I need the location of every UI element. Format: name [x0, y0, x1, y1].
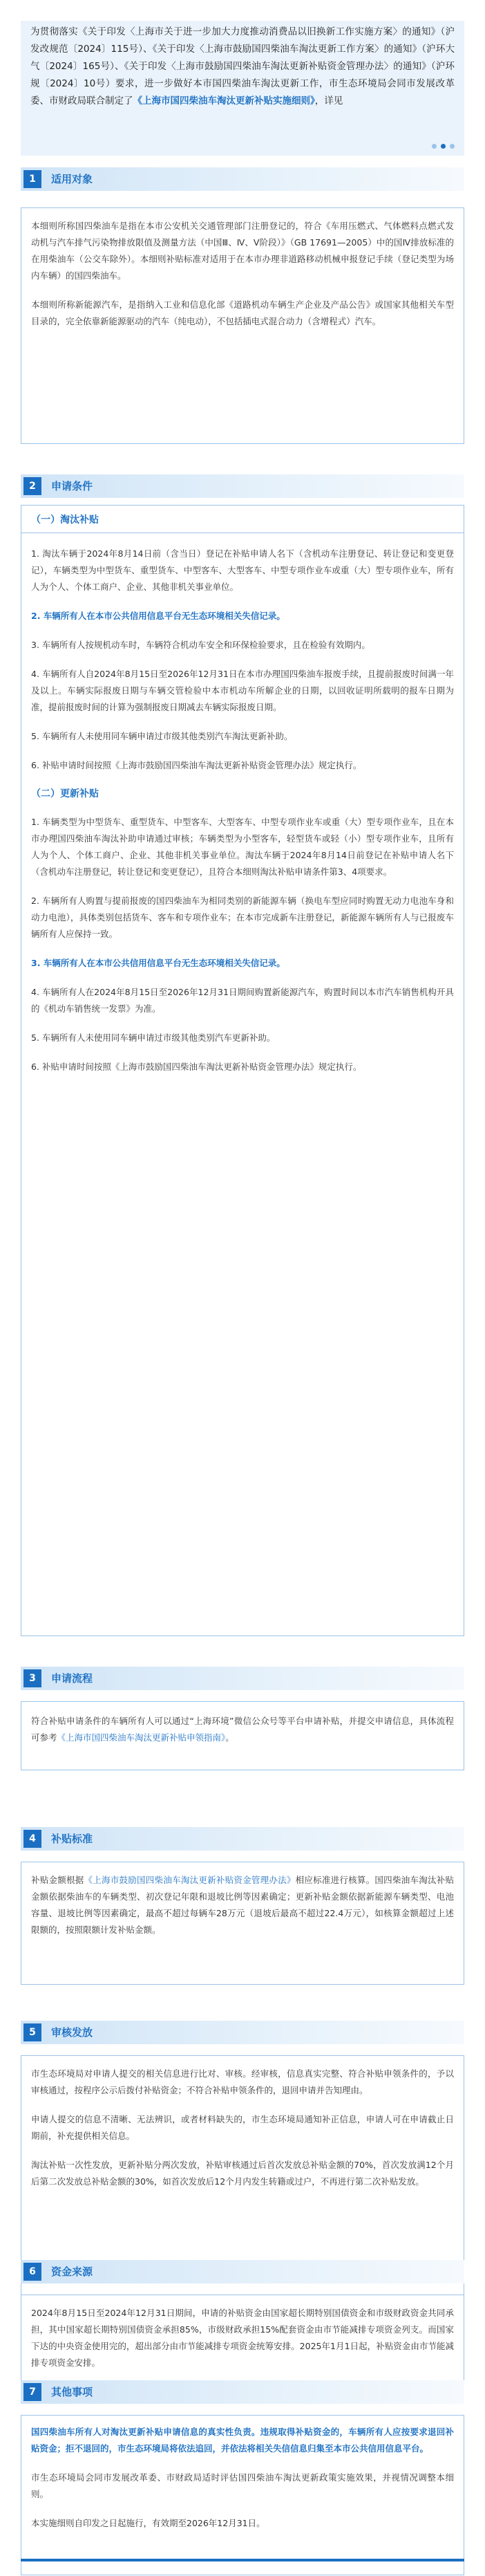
paragraph: 补贴金额根据《上海市鼓励国四柴油车淘汰更新补贴资金管理办法》相应标准进行核算。国四柴油车淘汰补贴金额依据柴油车的车辆类型、初次登记年限和退坡比例等因素确定；更新补贴金额依据新能源车辆类型、电池容量、退坡比例等因素确定，最高不超过每辆车28万元（退坡后最高不超过22.4万元），如核算金额超过上述限额的，按照限额计发补贴金额。 [31, 1875, 454, 1935]
intro-highlight[interactable]: 《上海市国四柴油车淘汰更新补贴实施细则》 [133, 95, 315, 106]
paragraph-emphasis: 3. 车辆所有人在本市公共信用信息平台无生态环境相关失信记录。 [31, 958, 285, 968]
section-application-conditions [21, 474, 464, 1072]
section-application-process [21, 1667, 464, 1743]
paragraph: 1. 车辆类型为中型货车、重型货车、中型客车、大型客车、中型专项作业车或重（大）型专项作业车，且在本市办理国四柴油车淘汰补助申请通过审核；车辆类型为小型客车，轻型货车或轻（小）型专项作业车，且所有人为个人、个体工商户、企业、其他非机关事业单位。淘汰车辆于2024年8月14日前登记在补贴申请人名下（含机动车注册登记，转让登记和变更登记），且符合本细则淘汰补贴申请条件第3、4项要求。 [31, 817, 454, 877]
section-header [21, 167, 464, 191]
section-number: 7 [23, 2383, 41, 2401]
fund-rules-link[interactable]: 《上海市鼓励国四柴油车淘汰更新补贴资金管理办法》 [84, 1875, 296, 1885]
paragraph: 4. 车辆所有人在2024年8月15日至2026年12月31日期间购置新能源汽车，购置时间以本市汽车销售机构开具的《机动车销售统一发票》为准。 [31, 987, 454, 1014]
section-header [21, 2021, 464, 2044]
section-title: 适用对象 [51, 173, 93, 185]
paragraph: 申请人提交的信息不清晰、无法辨识，或者材料缺失的，市生态环境局通知补正信息，申请人可在申请截止日期前，补充提供相关信息。 [31, 2114, 454, 2141]
dot-3 [450, 144, 455, 149]
paragraph: 本细则所称国四柴油车是指在本市公安机关交通管理部门注册登记的，符合《车用压燃式、气体燃料点燃式发动机与汽车排气污染物排放限值及测量方法（中国Ⅲ、Ⅳ、Ⅴ阶段）》（GB 17691—2005）中的国Ⅳ排放标准的在用柴油车（公交车除外）。本细则补贴标准对适用于在本市办理非道路移动机械申报登记手续（登记类型为场内车辆）的国四柴油车。 [31, 221, 454, 281]
guide-link[interactable]: 《上海市国四柴油车淘汰更新补贴申领指南》 [57, 1732, 226, 1743]
section-number: 5 [23, 2023, 41, 2041]
subsection-title: （一）淘汰补贴 [21, 506, 464, 533]
paragraph: 市生态环境局会同市发展改革委、市财政局适时评估国四柴油车淘汰更新政策实施效果，并视情况调整本细则。 [31, 2472, 454, 2499]
paragraph-emphasis: 2. 车辆所有人在本市公共信用信息平台无生态环境相关失信记录。 [31, 611, 285, 621]
section-number: 6 [23, 2263, 41, 2281]
section-box [21, 2415, 464, 2575]
section-title: 申请流程 [51, 1672, 93, 1685]
subsection-title: （二）更新补贴 [31, 788, 99, 799]
paragraph-emphasis: 国四柴油车所有人对淘汰更新补贴申请信息的真实性负责。违规取得补贴资金的，车辆所有人应按要求退回补贴资金；拒不退回的，市生态环境局将依法追回，并依法将相关失信信息归集至本市公共信用信息平台。 [31, 2427, 454, 2454]
paragraph: 3. 车辆所有人按规机动车时，车辆符合机动车安全和环保检验要求，且在检验有效期内。 [31, 640, 370, 650]
section-applicable-objects [21, 167, 464, 326]
section-header [21, 2260, 464, 2283]
dot-2 [441, 144, 446, 149]
section-title: 资金来源 [51, 2265, 93, 2278]
paragraph: 本实施细则自印发之日起施行，有效期至2026年12月31日。 [31, 2518, 265, 2528]
bottom-bar [21, 2559, 464, 2561]
paragraph: 6. 补贴申请时间按照《上海市鼓励国四柴油车淘汰更新补贴资金管理办法》规定执行。 [31, 1062, 362, 1072]
dot-1 [432, 144, 437, 149]
section-header [21, 1667, 464, 1690]
paragraph: 符合补贴申请条件的车辆所有人可以通过“上海环境”微信公众号等平台申请补贴，并提交申请信息，具体流程可参考《上海市国四柴油车淘汰更新补贴申领指南》。 [31, 1716, 454, 1743]
section-title: 其他事项 [51, 2386, 93, 2398]
paragraph: 1. 淘汰车辆于2024年8月14日前（含当日）登记在补贴申请人名下（含机动车注册登记、转让登记和变更登记），车辆类型为中型货车、重型货车、中型客车、大型客车、中型专项作业车或重（大）型专项作业车，所有人为个人、个体工商户、企业、其他非机关事业单位。 [31, 548, 454, 592]
section-title: 审核发放 [51, 2026, 93, 2039]
section-number: 1 [23, 170, 41, 188]
carousel-dots[interactable] [432, 144, 455, 149]
paragraph: 淘汰补贴一次性发放，更新补贴分两次发放，补贴审核通过后首次发放总补贴金额的70%，首次发放满12个月后第二次发放总补贴金额的30%，如首次发放后12个月内发生转籍或过户，不再进行第二次补贴发放。 [31, 2160, 454, 2187]
paragraph: 2. 车辆所有人购置与提前报废的国四柴油车为相同类别的新能源车辆（换电车型应同时购置无动力电池车身和动力电池），具体类别包括货车、客车和专项作业车；在本市完成新车注册登记，新能源车辆所有人与已报废车辆所有人应保持一致。 [31, 896, 454, 939]
section-number: 4 [23, 1830, 41, 1848]
paragraph: 2024年8月15日至2024年12月31日期间，申请的补贴资金由国家超长期特别国债资金和市级财政资金共同承担，其中国家超长期特别国债资金承担85%，市级财政承担15%配套资金由市节能减排专项资金列支。而国家下达的中央资金使用完的，超出部分由市节能减排专项资金统筹安排。2025年1月1日起，补贴资金由市节能减排专项资金安排。 [31, 2308, 454, 2368]
section-header [21, 2380, 464, 2404]
paragraph: 5. 车辆所有人未使用同车辆申请过市级其他类别汽车淘汰更新补助。 [31, 731, 293, 741]
section-subsidy-standard [21, 1827, 464, 1935]
section-number: 2 [23, 477, 41, 495]
paragraph: 6. 补贴申请时间按照《上海市鼓励国四柴油车淘汰更新补贴资金管理办法》规定执行。 [31, 760, 362, 770]
intro-card [21, 21, 464, 156]
section-title: 申请条件 [51, 480, 93, 492]
paragraph: 本细则所称新能源汽车，是指纳入工业和信息化部《道路机动车辆生产企业及产品公告》或国家其他相关车型目录的，完全依靠新能源驱动的汽车（纯电动），不包括插电式混合动力（含增程式）汽车。 [31, 299, 454, 326]
paragraph: 市生态环境局对申请人提交的相关信息进行比对、审核。经审核，信息真实完整、符合补贴申领条件的，予以审核通过，按程序公示后拨付补贴资金；不符合补贴申领条件的，退回申请并告知理由。 [31, 2068, 454, 2095]
paragraph: 5. 车辆所有人未使用同车辆申请过市级其他类别汽车更新补助。 [31, 1032, 276, 1043]
section-header [21, 474, 464, 498]
section-box [21, 1701, 464, 1770]
section-box [21, 1862, 464, 1985]
section-box [21, 207, 464, 444]
section-other-matters [21, 2380, 464, 2528]
section-review-distribution [21, 2021, 464, 2187]
section-box [21, 505, 464, 1636]
section-fund-source [21, 2260, 464, 2368]
paragraph: 4. 车辆所有人自2024年8月15日至2026年12月31日在本市办理国四柴油车报废手续，且提前报废时间满一年及以上。车辆实际报废日期与车辆交管检验中本市机动车所解企业的日期，以回收证明所载明的报车日期为准，提前报废时间的计算为强制报废日期减去车辆实际报废日期。 [31, 669, 454, 712]
section-header [21, 1827, 464, 1851]
intro-text: 为贯彻落实《关于印发〈上海市关于进一步加大力度推动消费品以旧换新工作实施方案〉的通知》（沪发改规范〔2024〕115号）、《关于印发〈上海市鼓励国四柴油车淘汰更新工作方案〉的通知》（沪环大气〔2024〕165号）、《关于印发〈上海市鼓励国四柴油车淘汰更新补贴资金管理办法〉的通知》（沪环规〔2024〕10号）要求，进一步做好本市国四柴油车淘汰更新工作，市生态环境局会同市发展改革委、市财政局联合制定了《上海市国四柴油车淘汰更新补贴实施细则》，详见 [30, 26, 455, 106]
section-title: 补贴标准 [51, 1833, 93, 1845]
section-number: 3 [23, 1669, 41, 1687]
